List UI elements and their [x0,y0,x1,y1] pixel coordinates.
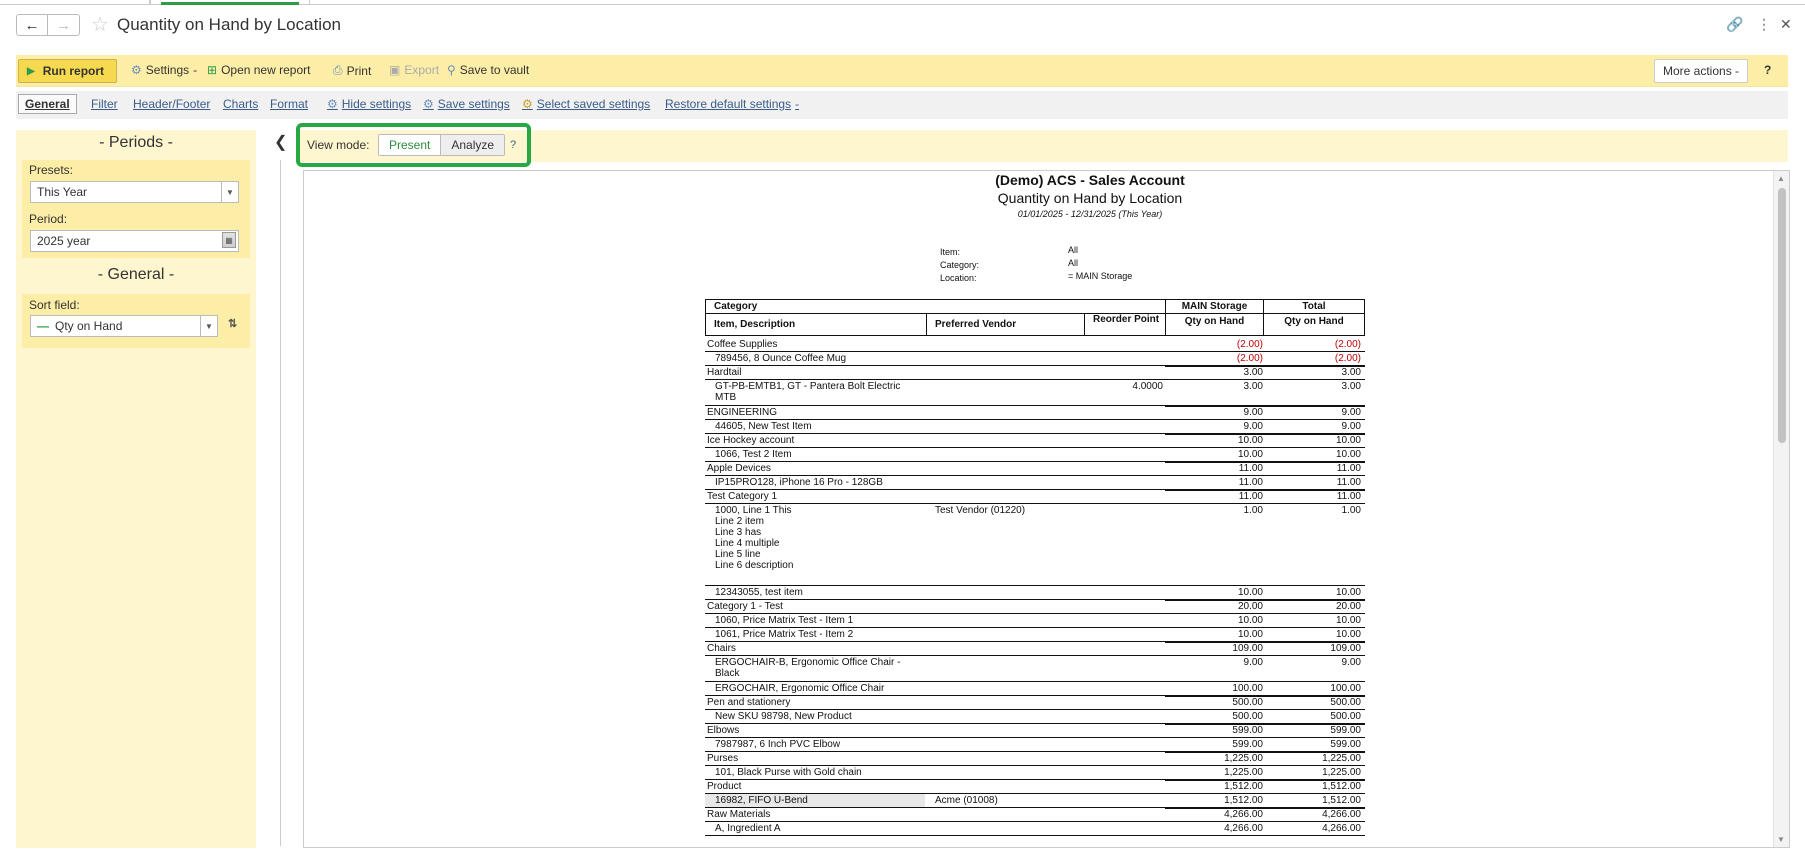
header-qty-total: Qty on Hand [1263,313,1365,336]
item-row[interactable] [705,794,1365,808]
periods-section-title: - Periods - [99,134,173,151]
category-name [707,407,777,418]
export-button[interactable] [389,63,439,77]
qty-separator [1165,462,1365,463]
item-row[interactable] [705,738,1365,752]
qty-main-storage: 100.00 [1232,683,1263,694]
category-row[interactable] [705,462,1365,476]
qty-total: 1,512.00 [1322,781,1361,792]
qty-separator [1165,642,1365,643]
qty-main-storage: 1,512.00 [1224,781,1263,792]
category-name [707,463,771,474]
item-row[interactable] [705,710,1365,724]
description-line: Black [715,668,740,679]
tab-filter[interactable]: Filter [91,97,118,111]
export-icon: ▣ [389,63,401,77]
restore-default-label: Restore default settings [665,97,792,111]
chevron-down-icon[interactable]: ▼ [200,315,218,337]
item-row[interactable] [705,614,1365,628]
description-line: 1066, Test 2 Item [715,449,792,460]
qty-separator [1165,366,1365,367]
save-settings-icon: ⚙ [423,97,434,111]
description-line: 7987987, 6 Inch PVC Elbow [715,739,841,750]
category-name [707,367,741,378]
report-company: (Demo) ACS - Sales Account [995,172,1185,188]
description-line: Line 4 multiple [715,538,780,549]
chevron-down-icon: - [193,63,198,77]
item-description [715,657,900,679]
scroll-down-icon[interactable]: ▼ [1777,835,1785,844]
category-name [707,491,777,502]
param-label: Category: [940,260,980,270]
qty-total: 1,225.00 [1322,753,1361,764]
qty-main-storage: 599.00 [1232,725,1263,736]
category-name [707,725,739,736]
qty-main-storage: 1.00 [1243,505,1263,516]
description-line: MTB [715,392,737,403]
arrow-left-icon: ← [24,16,40,34]
qty-main-storage: 9.00 [1243,421,1263,432]
item-description [715,381,900,403]
description-line: Apple Devices [707,463,771,474]
item-description [715,587,803,598]
description-line: Line 2 item [715,516,764,527]
param-value: All [1068,258,1079,268]
qty-total: 3.00 [1341,381,1361,392]
item-description [715,795,808,806]
report-period: 01/01/2025 - 12/31/2025 (This Year) [1017,209,1163,219]
qty-total: 11.00 [1336,463,1361,474]
page-title: Quantity on Hand by Location [117,15,341,34]
qty-total: 10.00 [1335,435,1361,446]
new-report-icon: ⊞ [207,63,218,77]
qty-main-storage: 500.00 [1232,697,1263,708]
qty-total: 1,512.00 [1322,795,1361,806]
item-description [715,615,853,626]
scroll-thumb[interactable] [1778,188,1786,443]
select-saved-settings-link[interactable] [522,97,650,111]
settings-icon: ⚙ [131,63,142,77]
qty-main-storage: 10.00 [1237,587,1263,598]
vault-icon: ⚲ [447,63,456,77]
item-row[interactable] [705,420,1365,434]
presets-select[interactable] [30,181,239,203]
save-settings-label: Save settings [437,97,510,111]
arrow-right-icon: → [56,16,71,34]
item-description [715,683,884,694]
more-actions-button[interactable] [1654,59,1748,83]
forward-button[interactable] [48,14,80,36]
calendar-icon[interactable]: ▦ [222,232,236,248]
qty-main-storage: (2.00) [1236,339,1263,350]
description-line: ENGINEERING [707,407,778,418]
category-name [707,781,741,792]
category-row[interactable] [705,642,1365,656]
qty-total: (2.00) [1334,353,1361,364]
select-saved-label: Select saved settings [536,97,651,111]
qty-total: 11.00 [1336,477,1361,488]
param-value: = MAIN Storage [1068,271,1133,281]
more-actions-label: More actions [1663,64,1732,78]
view-mode-help-icon[interactable]: ? [510,139,517,151]
description-line: Pen and stationery [707,697,791,708]
open-new-report-label: Open new report [221,63,311,77]
qty-total: 1.00 [1341,505,1361,516]
description-line: Category 1 - Test [707,601,783,612]
save-settings-link[interactable] [423,97,510,111]
help-button[interactable]: ? [1764,63,1772,77]
item-description [715,505,793,571]
description-line: Raw Materials [707,809,771,820]
tab-charts[interactable]: Charts [223,97,259,111]
view-mode-label: View mode: [307,138,370,152]
qty-main-storage: 11.00 [1238,491,1263,502]
category-name [707,643,736,654]
category-row[interactable] [705,338,1365,352]
category-row[interactable] [705,600,1365,614]
period-label: Period: [29,212,68,226]
collapse-settings-icon[interactable]: ❮ [274,134,288,151]
qty-main-storage: 4,266.00 [1224,809,1263,820]
qty-total: 9.00 [1341,657,1361,668]
qty-main-storage: 599.00 [1232,739,1263,750]
qty-separator [1165,780,1365,781]
item-row[interactable] [705,586,1365,600]
category-row[interactable] [705,366,1365,380]
hide-settings-label: Hide settings [341,97,412,111]
qty-main-storage: 1,225.00 [1224,753,1263,764]
qty-total: 599.00 [1330,739,1361,750]
header-item: Item, Description [705,313,927,336]
qty-main-storage: 20.00 [1237,601,1263,612]
qty-main-storage: 1,512.00 [1224,795,1263,806]
hide-settings-link[interactable] [327,97,411,111]
qty-main-storage: 4,266.00 [1224,823,1263,834]
qty-total: 11.00 [1336,491,1361,502]
item-row[interactable] [705,682,1365,696]
category-name [707,809,770,820]
view-mode-highlight [296,123,531,167]
qty-main-storage: 10.00 [1237,449,1263,460]
description-line: A, Ingredient A [715,823,781,834]
qty-total: 100.00 [1330,683,1361,694]
qty-separator [1165,724,1365,725]
run-report-label: Run report [42,64,105,78]
qty-total: 10.00 [1335,615,1361,626]
title-bar [0,8,1805,42]
qty-separator [1165,696,1365,697]
qty-main-storage: 109.00 [1232,643,1263,654]
description-line: Chairs [707,643,736,654]
item-row[interactable] [705,628,1365,642]
qty-separator [1165,490,1365,491]
description-line: Product [707,781,742,792]
description-line: ERGOCHAIR, Ergonomic Office Chair [715,683,885,694]
item-row[interactable] [705,504,1365,586]
play-icon: ▶ [27,65,35,77]
qty-separator [1165,434,1365,435]
qty-total: 500.00 [1330,697,1361,708]
item-description [715,353,846,364]
description-line: IP15PRO128, iPhone 16 Pro - 128GB [715,477,883,488]
category-row[interactable] [705,434,1365,448]
tab-header-footer[interactable]: Header/Footer [133,97,211,111]
presets-label: Presets: [29,163,74,177]
period-value: 2025 year [37,234,91,248]
description-line: Line 6 description [715,560,794,571]
description-line: 789456, 8 Ounce Coffee Mug [715,353,847,364]
settings-label: Settings [145,63,190,77]
sort-direction-icon[interactable]: ⇅ [228,318,238,330]
run-report-button[interactable] [18,59,117,83]
category-name [707,697,790,708]
header-category: Category [705,299,1166,314]
report-area [303,170,1790,848]
chevron-down-icon: - [795,97,800,111]
qty-main-storage: 9.00 [1243,657,1263,668]
item-description [715,823,781,834]
scroll-up-icon[interactable]: ▲ [1777,174,1785,183]
tab-home[interactable] [0,0,150,5]
item-row[interactable] [705,656,1365,682]
sort-field-value: Qty on Hand [55,319,123,333]
description-line: 12343055, test item [715,587,803,598]
param-value: All [1068,245,1079,255]
qty-total: 500.00 [1330,711,1361,722]
period-input[interactable] [30,230,239,252]
sort-field-label: Sort field: [29,298,80,312]
qty-main-storage: 10.00 [1237,615,1263,626]
hide-settings-icon: ⚙ [327,97,338,111]
tab-strip [0,0,1805,5]
star-icon[interactable]: ☆ [91,14,109,36]
param-label: Item: [940,247,961,257]
item-row[interactable] [705,766,1365,780]
description-line: ERGOCHAIR-B, Ergonomic Office Chair - [715,657,901,668]
field-type-icon: — [37,319,49,333]
qty-separator [1165,808,1365,809]
qty-main-storage: 9.00 [1243,407,1263,418]
qty-total: 3.00 [1341,367,1361,378]
qty-total: 109.00 [1330,643,1361,654]
description-line: 1000, Line 1 This [715,505,792,516]
qty-main-storage: 3.00 [1243,381,1263,392]
periods-block [22,160,250,258]
item-description [715,477,883,488]
general-block [22,294,250,348]
item-row[interactable] [705,352,1365,366]
qty-total: 9.00 [1341,407,1361,418]
qty-main-storage: 1,225.00 [1224,767,1263,778]
settings-tabs [16,91,1788,119]
tab-format[interactable]: Format [270,97,309,111]
item-row[interactable] [705,380,1365,406]
description-line: Line 5 line [715,549,761,560]
header-reorder: Reorder Point [1084,313,1166,336]
qty-main-storage: 11.00 [1238,477,1263,488]
qty-main-storage: 500.00 [1232,711,1263,722]
description-line: Coffee Supplies [707,339,778,350]
reorder-point: 4.0000 [1132,381,1163,392]
description-line: Line 3 has [715,527,762,538]
category-row[interactable] [705,780,1365,794]
description-line: 101, Black Purse with Gold chain [715,767,862,778]
description-line: 1060, Price Matrix Test - Item 1 [715,615,854,626]
command-bar [16,55,1788,87]
tab-general[interactable]: General [18,94,77,114]
description-line: Hardtail [707,367,742,378]
qty-total: 4,266.00 [1322,823,1361,834]
export-label: Export [404,63,440,77]
item-description [715,767,862,778]
qty-separator [1165,406,1365,407]
item-row[interactable] [705,448,1365,462]
item-description [715,449,792,460]
qty-total: 4,266.00 [1322,809,1361,820]
qty-total: 1,225.00 [1322,767,1361,778]
present-button[interactable]: Present [379,135,440,155]
presets-value: This Year [37,185,88,199]
description-line: Elbows [707,725,740,736]
chevron-down-icon: - [1735,64,1740,78]
chevron-down-icon[interactable]: ▼ [221,181,239,203]
category-row[interactable] [705,490,1365,504]
item-description [715,421,812,432]
printer-icon: ⎙ [333,63,343,77]
qty-main-storage: 10.00 [1237,435,1263,446]
analyze-button[interactable]: Analyze [440,135,504,155]
description-line: GT-PB-EMTB1, GT - Pantera Bolt Electric [715,381,901,392]
category-row[interactable] [705,752,1365,766]
restore-default-settings-link[interactable] [665,97,799,111]
select-saved-icon: ⚙ [522,97,533,111]
description-line: Ice Hockey account [707,435,795,446]
item-description [715,629,853,640]
open-new-report-button[interactable] [207,63,310,77]
report-title: Quantity on Hand by Location [997,190,1183,206]
category-row[interactable] [705,696,1365,710]
active-tab-underline [161,2,299,5]
general-section-title: - General - [97,266,175,283]
category-row[interactable] [705,724,1365,738]
header-total: Total [1263,299,1365,314]
preferred-vendor: Test Vendor (01220) [935,505,1026,516]
print-label: Print [346,63,372,78]
back-button[interactable] [16,14,48,36]
vertical-scrollbar[interactable] [1773,171,1789,847]
item-row[interactable] [705,476,1365,490]
description-line: 16982, FIFO U-Bend [715,795,808,806]
more-vertical-icon[interactable]: ⋮ [1757,16,1771,32]
header-vendor: Preferred Vendor [926,313,1085,336]
settings-panel [16,130,256,848]
qty-total: 10.00 [1335,449,1361,460]
qty-total: 20.00 [1335,601,1361,612]
panel-divider [280,160,281,846]
qty-separator [1165,600,1365,601]
qty-main-storage: 11.00 [1238,463,1263,474]
item-row[interactable] [705,822,1365,836]
category-name [707,339,777,350]
param-label: Location: [940,273,977,283]
row-separator [705,835,1365,836]
qty-main-storage: (2.00) [1236,353,1263,364]
sort-field-select[interactable] [30,315,218,337]
description-line: New SKU 98798, New Product [715,711,852,722]
close-icon[interactable]: ✕ [1780,16,1792,32]
qty-total: 9.00 [1341,421,1361,432]
header-qty-main: Qty on Hand [1165,313,1264,336]
description-line: 44605, New Test Item [715,421,812,432]
item-description [715,711,852,722]
qty-total: 599.00 [1330,725,1361,736]
print-button[interactable] [333,63,371,78]
settings-menu[interactable] [131,63,197,77]
category-row[interactable] [705,808,1365,822]
preferred-vendor: Acme (01008) [935,795,998,806]
qty-total: 10.00 [1335,587,1361,598]
category-name [707,753,738,764]
description-line: Test Category 1 [707,491,778,502]
save-to-vault-button[interactable] [447,63,529,77]
item-description [715,739,840,750]
header-main-storage: MAIN Storage [1165,299,1264,314]
save-to-vault-label: Save to vault [459,63,530,77]
description-line: 1061, Price Matrix Test - Item 2 [715,629,854,640]
qty-total: (2.00) [1334,339,1361,350]
qty-main-storage: 10.00 [1237,629,1263,640]
qty-separator [1165,752,1365,753]
category-name [707,435,794,446]
link-icon[interactable]: 🔗 [1726,16,1744,32]
category-name [707,601,783,612]
qty-total: 10.00 [1335,629,1361,640]
tab-active[interactable] [150,0,310,5]
category-row[interactable] [705,406,1365,420]
description-line: Purses [707,753,739,764]
qty-main-storage: 3.00 [1243,367,1263,378]
